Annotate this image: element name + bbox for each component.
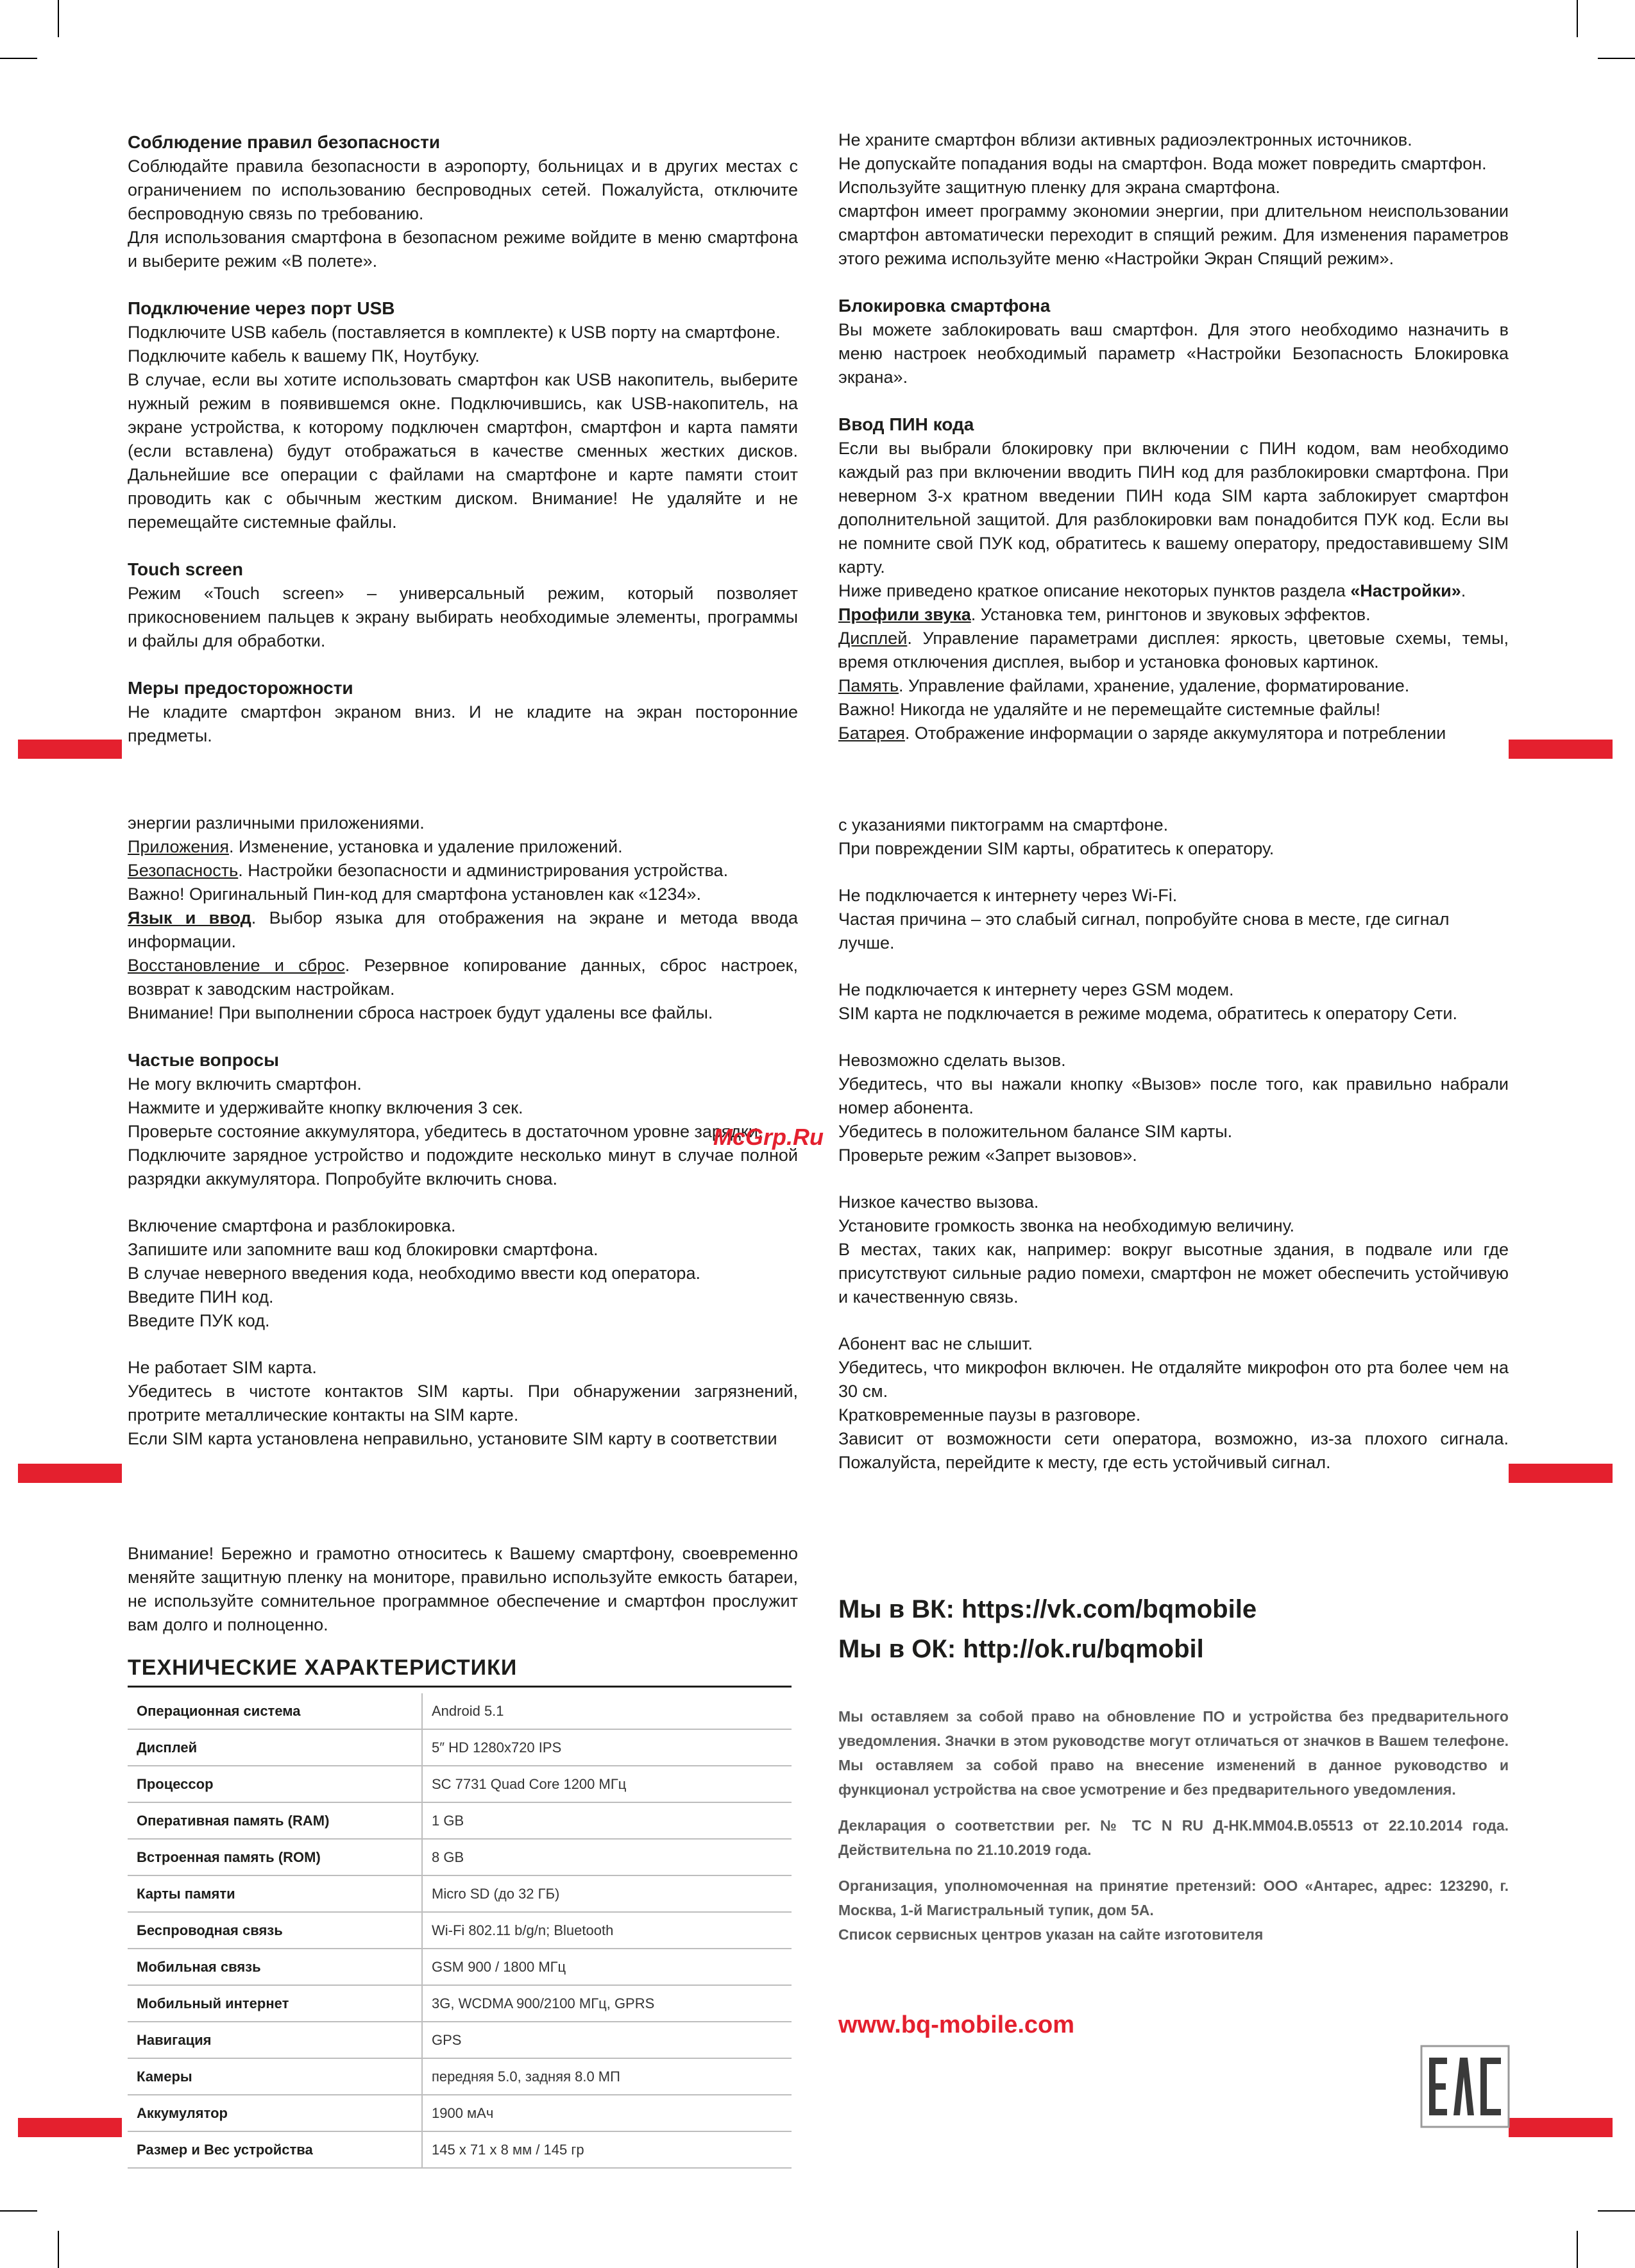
ok-link[interactable]: Мы в ОК: http://ok.ru/bqmobil	[838, 1635, 1204, 1663]
fold-marker	[1509, 740, 1613, 759]
paragraph: Внимание! При выполнении сброса настроек будут удалены все файлы.	[128, 1003, 713, 1022]
crop-mark	[1577, 0, 1578, 37]
spec-value: GPS	[422, 2022, 792, 2058]
paragraph: В случае, если вы хотите использовать смартфон как USB накопитель, выберите нужный режим в появившемся окне. Подключившись, как USB-накопитель, на экране устройства, к которому подключен смартфон, смартфон и карта памяти (если вставлена) будут отображаться в качестве сменных жестких дисков. Дальнейшие все операции с файлами на смартфоне и карте памяти стоит проводить как с обычным жестким диском. Внимание! Не удаляйте и не перемещайте системные файлы.	[128, 370, 798, 532]
paragraph: Частая причина – это слабый сигнал, попробуйте снова в месте, где сигнал лучше.	[838, 910, 1450, 952]
term-text: . Резервное копирование данных, сброс настроек, возврат к заводским настройкам.	[128, 956, 798, 999]
paragraph	[838, 627, 1509, 674]
term-text: . Установка тем, рингтонов и звуковых эффектов.	[970, 605, 1371, 624]
paragraph: Соблюдайте правила безопасности в аэропорту, больницах и в других местах с ограничением по использованию беспроводных сетей. Пожалуйста, отключите беспроводную связь по требованию.	[128, 157, 798, 223]
spec-row	[128, 2058, 792, 2095]
faq-question: Не работает SIM карта.	[128, 1358, 317, 1377]
spec-value: Micro SD (до 32 ГБ)	[422, 1875, 792, 1912]
paragraph: Не допускайте попадания воды на смартфон. Вода может повредить смартфон.	[838, 154, 1487, 173]
paragraph	[838, 674, 1509, 698]
eac-mark-icon	[1420, 2045, 1510, 2128]
paragraph: Убедитесь в положительном балансе SIM карты.	[838, 1122, 1233, 1141]
term-label: Память	[838, 676, 899, 695]
faq-question: Невозможно сделать вызов.	[838, 1051, 1066, 1070]
faq-question: Не подключается к интернету через Wi-Fi.	[838, 886, 1178, 905]
faq-question: Включение смартфона и разблокировка.	[128, 1216, 456, 1235]
spec-value: 5″ HD 1280х720 IPS	[422, 1729, 792, 1766]
section-title: Ввод ПИН кода	[838, 414, 974, 434]
settings-label: «Настройки»	[1350, 581, 1461, 600]
panel-top-right	[838, 128, 1509, 745]
paragraph: Список сервисных центров указан на сайте изготовителя	[838, 1926, 1264, 1943]
section-title: Подключение через порт USB	[128, 298, 395, 318]
paragraph: Убедитесь, что микрофон включен. Не отдаляйте микрофон ото рта более чем на 30 см.	[838, 1358, 1509, 1401]
paragraph: Не храните смартфон вблизи активных радиоэлектронных источников.	[838, 130, 1412, 149]
spec-value: 1900 мАч	[422, 2095, 792, 2131]
term-text: . Настройки безопасности и администрирования устройства.	[238, 861, 729, 880]
spec-row	[128, 1729, 792, 1766]
paragraph: Ниже приведено краткое описание некоторых пунктов раздела «Настройки».	[838, 581, 1466, 600]
faq-question: Низкое качество вызова.	[838, 1192, 1039, 1212]
spec-key: Встроенная память (ROM)	[128, 1839, 422, 1875]
spec-row	[128, 1949, 792, 1985]
paragraph: Мы оставляем за собой право на обновление ПО и устройства без предварительного уведомления. Значки в этом руководстве могут отличаться от значков в Вашем телефоне. Мы оставляем за собой право на внесение изменений в данное руководство и функционал устройства на свое усмотрение и без предварительного уведомления.	[838, 1708, 1509, 1798]
faq-question: Абонент вас не слышит.	[838, 1334, 1033, 1353]
crop-mark	[1598, 58, 1635, 59]
spec-value: Wi-Fi 802.11 b/g/n; Bluetooth	[422, 1912, 792, 1949]
paragraph: Введите ПИН код.	[128, 1287, 274, 1307]
paragraph: Установите громкость звонка на необходимую величину.	[838, 1216, 1295, 1235]
term-label: Язык и ввод	[128, 908, 251, 927]
paragraph: Важно! Никогда не удаляйте и не перемещайте системные файлы!	[838, 700, 1381, 719]
crop-mark	[58, 2231, 59, 2268]
watermark: McGrp.Ru	[713, 1124, 824, 1150]
term-text: . Выбор языка для отображения на экране и метода ввода информации.	[128, 908, 798, 951]
spec-row	[128, 1693, 792, 1729]
vk-link[interactable]: Мы в ВК: https://vk.com/bqmobile	[838, 1595, 1257, 1623]
paragraph: Подключите кабель к вашему ПК, Ноутбуку.	[128, 346, 480, 366]
fold-marker	[18, 1464, 122, 1483]
paragraph: с указаниями пиктограмм на смартфоне.	[838, 815, 1169, 834]
spec-value: 1 GB	[422, 1802, 792, 1839]
paragraph: Для использования смартфона в безопасном режиме войдите в меню смартфона и выберите режим «В полете».	[128, 228, 798, 271]
spec-row	[128, 2131, 792, 2168]
spec-key: Аккумулятор	[128, 2095, 422, 2131]
section-title: Меры предосторожности	[128, 678, 353, 698]
term-label: Приложения	[128, 837, 229, 856]
spec-row	[128, 1985, 792, 2022]
spec-key: Размер и Вес устройства	[128, 2131, 422, 2168]
spec-key: Процессор	[128, 1766, 422, 1802]
spec-value: 8 GB	[422, 1839, 792, 1875]
paragraph: Кратковременные паузы в разговоре.	[838, 1405, 1141, 1425]
paragraph: SIM карта не подключается в режиме модема, обратитесь к оператору Сети.	[838, 1004, 1457, 1023]
spec-value: передняя 5.0, задняя 8.0 МП	[422, 2058, 792, 2095]
panel-middle-right	[838, 813, 1509, 1475]
paragraph	[128, 835, 798, 859]
paragraph: Внимание! Бережно и грамотно относитесь к Вашему смартфону, своевременно меняйте защитную пленку на мониторе, правильно используйте емкость батареи, не используйте сомнительное программное обеспечение и смартфон прослужит вам долго и полноценно.	[128, 1544, 798, 1634]
crop-mark	[58, 0, 59, 37]
spec-value: 3G, WCDMA 900/2100 МГц, GPRS	[422, 1985, 792, 2022]
term-text: . Изменение, установка и удаление приложений.	[228, 837, 623, 856]
section-title: Соблюдение правил безопасности	[128, 132, 441, 152]
crop-mark	[0, 58, 37, 59]
paragraph	[128, 954, 798, 1001]
paragraph	[128, 859, 798, 883]
spec-key: Дисплей	[128, 1729, 422, 1766]
paragraph: Проверьте режим «Запрет вызовов».	[838, 1146, 1137, 1165]
settings-intro: Ниже приведено краткое описание некоторых пунктов раздела	[838, 581, 1346, 600]
paragraph: Убедитесь в чистоте контактов SIM карты. При обнаружении загрязнений, протрите металлические контакты на SIM карте.	[128, 1382, 798, 1425]
paragraph: Организация, уполномоченная на принятие претензий: ООО «Антарес, адрес: 123290, г. Москва, 1-й Магистральный тупик, дом 5А.	[838, 1877, 1509, 1918]
spec-value: Android 5.1	[422, 1693, 792, 1729]
paragraph: Если SIM карта установлена неправильно, установите SIM карту в соответствии	[128, 1429, 777, 1448]
spec-value: SC 7731 Quad Core 1200 МГц	[422, 1766, 792, 1802]
crop-mark	[1598, 2210, 1635, 2212]
spec-row	[128, 1802, 792, 1839]
term-label: Восстановление и сброс	[128, 956, 345, 975]
paragraph	[838, 603, 1509, 627]
spec-key: Мобильный интернет	[128, 1985, 422, 2022]
fold-marker	[18, 740, 122, 759]
spec-row	[128, 2095, 792, 2131]
paragraph: Зависит от возможности сети оператора, возможно, из-за плохого сигнала. Пожалуйста, перейдите к месту, где есть устойчивый сигнал.	[838, 1429, 1509, 1472]
paragraph: Убедитесь, что вы нажали кнопку «Вызов» после того, как правильно набрали номер абонента.	[838, 1074, 1509, 1117]
fold-marker	[1509, 2118, 1613, 2137]
paragraph: Проверьте состояние аккумулятора, убедитесь в достаточном уровне зарядки.	[128, 1122, 763, 1141]
paragraph: Не кладите смартфон экраном вниз. И не кладите на экран посторонние предметы.	[128, 702, 798, 745]
paragraph: В случае неверного введения кода, необходимо ввести код оператора.	[128, 1264, 700, 1283]
paragraph: Декларация о соответствии рег. № ТС N RU Д-НК.ММ04.В.05513 от 22.10.2014 года. Действительна по 21.10.2019 года.	[838, 1817, 1509, 1858]
spec-row	[128, 1912, 792, 1949]
paragraph: В местах, таких как, например: вокруг высотные здания, в подвале или где присутствуют сильные радио помехи, смартфон не может обеспечить устойчивую и качественную связь.	[838, 1240, 1509, 1307]
paragraph: Подключите USB кабель (поставляется в комплекте) к USB порту на смартфоне.	[128, 323, 781, 342]
spec-key: Карты памяти	[128, 1875, 422, 1912]
paragraph: смартфон имеет программу экономии энергии, при длительном неиспользовании смартфон автоматически переходит в спящий режим. Для изменения параметров этого режима используйте меню «Настройки Экран Спящий режим».	[838, 201, 1509, 268]
spec-key: Оперативная память (RAM)	[128, 1802, 422, 1839]
spec-value: GSM 900 / 1800 МГц	[422, 1949, 792, 1985]
panel-middle-left	[128, 811, 798, 1451]
term-label: Профили звука	[838, 605, 971, 624]
paragraph: При повреждении SIM карты, обратитесь к оператору.	[838, 839, 1275, 858]
spec-row	[128, 1839, 792, 1875]
legal-info	[838, 1704, 1509, 1947]
spec-key: Навигация	[128, 2022, 422, 2058]
term-label: Безопасность	[128, 861, 239, 880]
spec-value: 145 x 71 x 8 мм / 145 гр	[422, 2131, 792, 2168]
crop-mark	[0, 2210, 37, 2212]
paragraph: Вы можете заблокировать ваш смартфон. Для этого необходимо назначить в меню настроек необходимый параметр «Настройки Безопасность Блокировка экрана».	[838, 320, 1509, 387]
paragraph: Если вы выбрали блокировку при включении с ПИН кодом, вам необходимо каждый раз при включении вводить ПИН код для разблокировки смартфона. При неверном 3-х кратном введении ПИН кода SIM карта заблокирует смартфон дополнительной защитой. Для разблокировки вам понадобится ПУК код. Если вы не помните свой ПУК код, обратитесь к вашему оператору, предоставившему SIM карту.	[838, 439, 1509, 577]
spec-key: Мобильная связь	[128, 1949, 422, 1985]
website-link[interactable]: www.bq-mobile.com	[838, 2011, 1075, 2038]
panel-bottom-left	[128, 1542, 798, 1637]
paragraph: Введите ПУК код.	[128, 1311, 270, 1330]
paragraph: Нажмите и удерживайте кнопку включения 3 сек.	[128, 1098, 523, 1117]
spec-row	[128, 2022, 792, 2058]
spec-row	[128, 1766, 792, 1802]
specs-title: ТЕХНИЧЕСКИЕ ХАРАКТЕРИСТИКИ	[128, 1654, 792, 1688]
paragraph	[128, 906, 798, 954]
specs-table	[128, 1693, 792, 2169]
paragraph: Важно! Оригинальный Пин-код для смартфона установлен как «1234».	[128, 884, 701, 904]
spec-key: Операционная система	[128, 1693, 422, 1729]
term-label: Батарея	[838, 724, 905, 743]
paragraph: Запишите или запомните ваш код блокировки смартфона.	[128, 1240, 598, 1259]
faq-question: Не могу включить смартфон.	[128, 1074, 362, 1094]
crop-mark	[1577, 2231, 1578, 2268]
paragraph: Режим «Touch screen» – универсальный режим, который позволяет прикосновением пальцев к экрану выбирать необходимые элементы, программы и файлы для обработки.	[128, 584, 798, 650]
spec-key: Беспроводная связь	[128, 1912, 422, 1949]
spec-row	[128, 1875, 792, 1912]
term-text: . Управление параметрами дисплея: яркость, цветовые схемы, темы, время отключения дисплея, выбор и установка фоновых картинок.	[838, 629, 1509, 672]
spec-key: Камеры	[128, 2058, 422, 2095]
fold-marker	[1509, 1464, 1613, 1483]
paragraph: Используйте защитную пленку для экрана смартфона.	[838, 178, 1280, 197]
paragraph	[838, 722, 1509, 745]
faq-question: Не подключается к интернету через GSM модем.	[838, 980, 1234, 999]
fold-marker	[18, 2118, 122, 2137]
paragraph: Подключите зарядное устройство и подождите несколько минут в случае полной разрядки аккумулятора. Попробуйте включить снова.	[128, 1146, 798, 1189]
paragraph: энергии различными приложениями.	[128, 813, 425, 833]
term-text: . Управление файлами, хранение, удаление, форматирование.	[899, 676, 1410, 695]
section-title: Touch screen	[128, 559, 243, 579]
section-title: Частые вопросы	[128, 1050, 279, 1070]
term-text: . Отображение информации о заряде аккумулятора и потреблении	[904, 724, 1446, 743]
panel-top-left	[128, 130, 798, 748]
section-title: Блокировка смартфона	[838, 296, 1051, 316]
term-label: Дисплей	[838, 629, 908, 648]
